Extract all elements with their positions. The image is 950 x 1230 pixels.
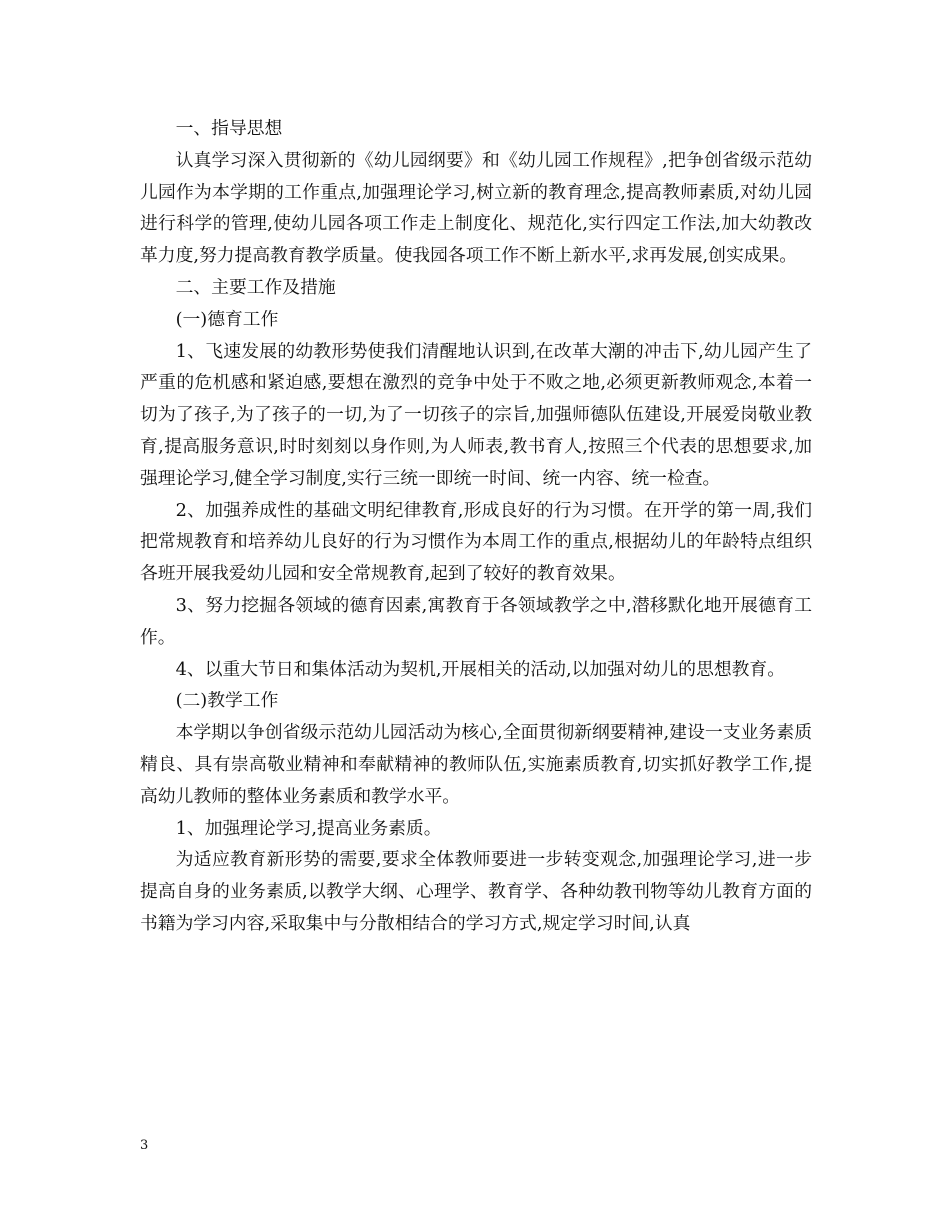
paragraph-moral-item-3: 3、努力挖掘各领域的德育因素,寓教育于各领域教学之中,潜移默化地开展德育工作。 — [140, 594, 812, 648]
section-heading-main-work: 二、主要工作及措施 — [175, 276, 336, 298]
paragraph-guiding-ideology: 认真学习深入贯彻新的《幼儿园纲要》和《幼儿园工作规程》,把争创省级示范幼儿园作为本学期的工作重点,加强理论学习,树立新的教育理念,提高教师素质,对幼儿园进行科学的管理,使幼儿园各项工作走上制度化、规范化,实行四定工作法,加大幼教改革力度,努力提高教育教学质量。使我园各项工作不断上新水平,求再发展,创实成果。 — [140, 149, 812, 267]
page-number: 3 — [140, 1138, 149, 1153]
item-heading-theory-study: 1、加强理论学习,提高业务素质。 — [175, 817, 442, 839]
paragraph-moral-item-4: 4、以重大节日和集体活动为契机,开展相关的活动,以加强对幼儿的思想教育。 — [175, 658, 785, 680]
subsection-heading-moral-education: (一)德育工作 — [175, 308, 279, 330]
paragraph-teaching-intro: 本学期以争创省级示范幼儿园活动为核心,全面贯彻新纲要精神,建设一支业务素质精良、具有崇高敬业精神和奉献精神的教师队伍,实施素质教育,切实抓好教学工作,提高幼儿教师的整体业务素质和教学水平。 — [140, 722, 812, 807]
document-body — [140, 113, 812, 940]
section-heading-guiding-ideology: 一、指导思想 — [175, 118, 283, 139]
subsection-heading-teaching-work: (二)教学工作 — [175, 690, 279, 712]
paragraph-moral-item-1: 1、飞速发展的幼教形势使我们清醒地认识到,在改革大潮的冲击下,幼儿园产生了严重的危机感和紧迫感,要想在激烈的竞争中处于不败之地,必须更新教师观念,本着一切为了孩子,为了孩子的一切,为了一切孩子的宗旨,加强师德队伍建设,开展爱岗敬业教育,提高服务意识,时时刻刻以身作则,为人师表,教书育人,按照三个代表的思想要求,加强理论学习,健全学习制度,实行三统一即统一时间、统一内容、统一检查。 — [140, 340, 812, 489]
paragraph-moral-item-2: 2、加强养成性的基础文明纪律教育,形成良好的行为习惯。在开学的第一周,我们把常规教育和培养幼儿良好的行为习惯作为本周工作的重点,根据幼儿的年龄特点组织各班开展我爱幼儿园和安全常规教育,起到了较好的教育效果。 — [140, 499, 812, 585]
paragraph-theory-study: 为适应教育新形势的需要,要求全体教师要进一步转变观念,加强理论学习,进一步提高自身的业务素质,以教学大纲、心理学、教育学、各种幼教刊物等幼儿教育方面的书籍为学习内容,采取集中与分散相结合的学习方式,规定学习时间,认真 — [140, 849, 812, 934]
